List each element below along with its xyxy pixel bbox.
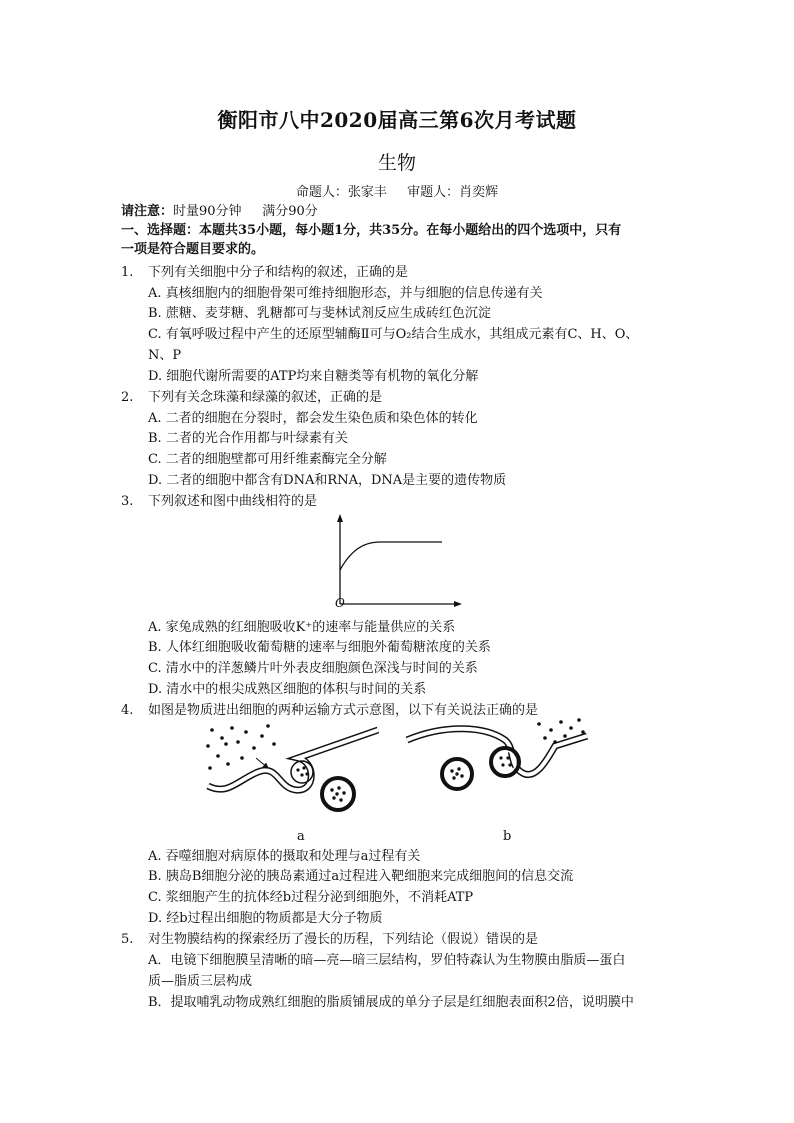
- figure-label-b: b: [503, 829, 512, 844]
- option-b: B. 二者的光合作用都与叶绿素有关: [148, 431, 348, 446]
- exocytosis-diagram: [405, 716, 590, 816]
- question-stem: 下列叙述和图中曲线相符的是: [148, 494, 318, 509]
- option-a: A. 二者的细胞在分裂时，都会发生染色质和染色体的转化: [148, 411, 478, 426]
- option-a: A．电镜下细胞膜呈清晰的暗—亮—暗三层结构，罗伯特森认为生物膜由脂质—蛋白: [148, 953, 626, 968]
- curve-graph: [330, 512, 465, 612]
- section-heading-line1: 一、选择题：本题共35小题，每小题1分，共35分。在每小题给出的四个选项中，只有: [121, 223, 622, 238]
- option-b: B. 蔗糖、麦芽糖、乳糖都可与斐林试剂反应生成砖红色沉淀: [148, 306, 491, 321]
- option-a-cont: 质—脂质三层构成: [148, 974, 253, 989]
- option-d: D. 二者的细胞中都含有DNA和RNA，DNA是主要的遗传物质: [148, 473, 507, 488]
- notice-line: [121, 203, 318, 221]
- question-stem: 对生物膜结构的探索经历了漫长的历程，下列结论（假说）错误的是: [148, 932, 539, 947]
- notice-score: 满分90分: [262, 204, 318, 219]
- curve-line: [340, 542, 442, 570]
- option-d: D. 细胞代谢所需要的ATP均来自糖类等有机物的氧化分解: [148, 369, 479, 384]
- option-c-cont: N、P: [148, 348, 182, 363]
- x-axis-arrow: [454, 601, 462, 607]
- question-stem: 下列有关细胞中分子和结构的叙述，正确的是: [148, 265, 409, 280]
- option-c: C. 浆细胞产生的抗体经b过程分泌到细胞外，不消耗ATP: [148, 890, 474, 905]
- origin-label: O: [335, 596, 345, 610]
- y-axis-arrow: [337, 514, 343, 522]
- option-a: A. 吞噬细胞对病原体的摄取和处理与a过程有关: [148, 849, 421, 864]
- author: 命题人：张家丰: [295, 185, 387, 200]
- subject-title: 生物: [377, 152, 416, 174]
- option-b: B. 胰岛B细胞分泌的胰岛素通过a过程进入靶细胞来完成细胞间的信息交流: [148, 869, 574, 884]
- notice-label: 请注意：: [121, 204, 174, 219]
- page-title: 衡阳市八中2020届高三第6次月考试题: [217, 108, 577, 132]
- author-line: [0, 181, 794, 200]
- option-c: C. 清水中的洋葱鳞片叶外表皮细胞颜色深浅与时间的关系: [148, 661, 478, 676]
- endocytosis-diagram: [198, 718, 398, 818]
- section-heading-line2: 一项是符合题目要求的。: [121, 242, 265, 257]
- question-number: 2.: [121, 390, 134, 405]
- question-number: 5.: [121, 932, 134, 947]
- figure-label-a: a: [297, 829, 305, 844]
- reviewer: 审题人：肖奕辉: [407, 185, 499, 200]
- question-number: 3.: [121, 494, 134, 509]
- option-a: A. 家兔成熟的红细胞吸收K⁺的速率与能量供应的关系: [148, 620, 456, 635]
- option-d: D. 经b过程出细胞的物质都是大分子物质: [148, 911, 383, 926]
- option-b: B．提取哺乳动物成熟红细胞的脂质铺展成的单分子层是红细胞表面积2倍，说明膜中: [148, 995, 634, 1010]
- option-d: D. 清水中的根尖成熟区细胞的体积与时间的关系: [148, 682, 427, 697]
- notice-time: 时量90分钟: [173, 204, 242, 219]
- option-a: A. 真核细胞内的细胞骨架可维持细胞形态，并与细胞的信息传递有关: [148, 286, 543, 301]
- question-number: 4.: [121, 703, 134, 718]
- question-stem: 如图是物质进出细胞的两种运输方式示意图，以下有关说法正确的是: [148, 703, 539, 718]
- question-stem: 下列有关念珠藻和绿藻的叙述，正确的是: [148, 390, 383, 405]
- option-c: C. 二者的细胞壁都可用纤维素酶完全分解: [148, 452, 387, 467]
- option-c: C. 有氧呼吸过程中产生的还原型辅酶Ⅱ可与O₂结合生成水，其组成元素有C、H、O、: [148, 327, 639, 342]
- option-b: B. 人体红细胞吸收葡萄糖的速率与细胞外葡萄糖浓度的关系: [148, 640, 491, 655]
- question-number: 1.: [121, 265, 134, 280]
